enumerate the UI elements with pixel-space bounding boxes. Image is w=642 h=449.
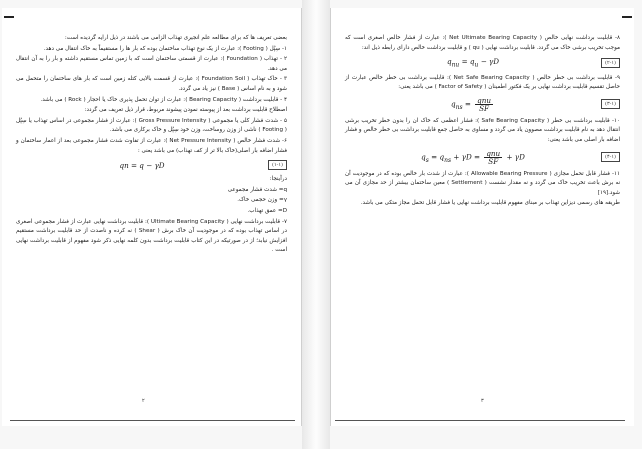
formula-net-safe: $q_{ns}$ = $\frac{\text{qnu}}{SF}$ bbox=[451, 95, 492, 113]
intro-text: بعضی تعریف ها که برای مطالعه علم انجیری تهذاب الزامی می باشند در ذیل ارایه گردیده است: bbox=[64, 35, 287, 41]
definition-ultimate-bearing: ۷- قابلیت برداشت نهایی ( Ultimate Bearing Capacity ): قابلیت برداشت نهایی عبارت از فشار مجموعی اصغری در اساس تهذاب بوده که در موجودیت آن خاک برش ( Shear ) نه کرده و ناصدت از حد قابلیت برداشت مستقیم افزایش نیابد؛ از در صورتیکه در این کتاب قابلیت برداشت بدون کلمه نهایی ذکر شود مفهوم از قابلیت برداشت نهایی است . bbox=[16, 218, 287, 254]
equation-number-4: (۴-۱) bbox=[601, 152, 620, 162]
page-number-right: ۳ bbox=[481, 398, 484, 404]
where-label: درآینجا: bbox=[269, 176, 287, 183]
formula-net-pressure: qn = q − γD bbox=[119, 160, 165, 170]
f4-mid-sub: ns bbox=[444, 156, 452, 164]
f3-lhs: q bbox=[451, 99, 456, 109]
formula-row-3 bbox=[345, 97, 620, 112]
corner-mark-right bbox=[622, 16, 632, 18]
f2-rhs-sub: u bbox=[474, 61, 479, 69]
left-page bbox=[2, 8, 302, 426]
f2-tail: − γD bbox=[480, 57, 500, 67]
f2-lhs-sub: nu bbox=[451, 61, 460, 69]
bottom-rule-left bbox=[10, 420, 295, 421]
f2-rhs: = q bbox=[461, 57, 475, 67]
f3-numerator: qnu bbox=[477, 95, 492, 105]
f4-fraction bbox=[484, 150, 502, 165]
definition-net-safe: ۹- قابلیت برداشت بی خطر خالص ( Net Safe Bearing Capacity ): قابلیت برداشت بی خطر خالص عبارت از حاصل تقسیم قابلیت برداشت نهایی بر یک فکتور اطمینان ( Factor of Safety ) می باشد یعنی: bbox=[345, 74, 621, 91]
f4-denominator: SF bbox=[488, 156, 499, 166]
f2-lhs: q bbox=[446, 57, 452, 67]
definition-allowable-pressure: ۱۱- فشار قابل تحمل مجازی ( Allowable Bearing Pressure ): عبارت از شدت بار خالص بوده که در موجودیت آن نه برش باعث تخریب خاک می گردد و نه مقدار نشست ( Settlement ) معین ساختمان بیشتر از حد مجازی آن می شود.[۱۹] bbox=[345, 170, 621, 196]
formula-safe-bearing bbox=[345, 150, 601, 165]
equation-number-1: (۱-۱) bbox=[268, 160, 287, 170]
f4-numerator: qnu bbox=[486, 148, 501, 158]
where-depth: D= عمق تهذاب. bbox=[247, 207, 287, 214]
definition-foundation: ۲ - تهذاب ( Foundation ): عبارت از قسمتی ساختمان است که با زمین تماس مستقیم داشته و بار را به آن انتقال می دهد. bbox=[16, 56, 287, 72]
formula-row-4 bbox=[345, 150, 620, 165]
f3-fraction bbox=[475, 97, 493, 112]
formula-net-ultimate bbox=[345, 57, 601, 68]
definition-net-ultimate: ۸- قابلیت برداشت نهایی خالص ( Net Ultimate Bearing Capacity ): عبارت از فشار خالص اصغری است که موجب تخریب برشی خاک می گردد. قابلیت برداشت نهایی ( qu ) و قابلیت برداشت خالص دارای رابطه ذیل اند: bbox=[345, 35, 620, 51]
formula-row-2 bbox=[345, 57, 620, 68]
definition-prefix-note: اصطلاح قابلیت برداشت بعد از پیوسته نمودن پیشوند مربوط، قرار ذیل تعریف می گردد: bbox=[84, 107, 287, 114]
where-gamma: γ= وزن حجمی خاک. bbox=[237, 197, 287, 204]
corner-mark-left bbox=[4, 16, 14, 18]
f4-mid: = q bbox=[431, 152, 445, 162]
f3-denominator: SF bbox=[479, 103, 490, 113]
definition-gross-pressure: ۵ - شدت فشار کلی یا مجموعی ( Gross Pressure Intensity ): عبارت از فشار مجموعی در اساس تهذاب یا سِپُل ( Footing ) ناشی از وزن روساخت، وزن خود سِپُل و خاک برکاری می باشد. bbox=[16, 117, 287, 134]
f3-lhs-sub: ns bbox=[455, 103, 463, 111]
f4-lhs: q bbox=[421, 152, 426, 162]
f4-tail: + γD bbox=[506, 152, 525, 162]
f4-plus: + γD = bbox=[453, 152, 481, 162]
formula-row-1 bbox=[16, 160, 287, 170]
definition-net-pressure: ۶- شدت فشار خالص ( Net Pressure Intensity ): عبارت از تفاوت شدت فشار مجموعی بعد از اعمار ساختمان و فشار اضافه بار اصلی(خاک بالا تر از کف تهذاب) می باشد یعنی : bbox=[16, 137, 287, 154]
bottom-rule-right bbox=[335, 420, 625, 421]
equation-number-3: (۳-۱) bbox=[601, 99, 620, 109]
definition-foundation-soil: ۳ - خاک تهذاب ( Foundation Soil ): عبارت از قسمت بالایی کتله زمین است که بار های ساختمان را متحمل می شود و به نام اساس ( Base ) نیز یاد می گردد. bbox=[16, 76, 287, 92]
definition-footing: ۱- سِپُل ( Footing ): عبارت از یک نوع تهذاب ساختمان بوده که بار ها را مستقیماً به خاک انتقال می دهد. bbox=[43, 45, 287, 52]
right-page bbox=[330, 8, 634, 426]
book-gutter bbox=[302, 0, 330, 449]
design-method-note: طریقه های رسمی دیزاین تهذاب بر مبنای مفهوم قابلیت برداشت نهایی یا فشار قابل تحمل مجاز متکی می باشد. bbox=[360, 200, 620, 207]
definition-safe-bearing: ۱۰- قابلیت برداشت بی خطر ( Safe Bearing Capacity ): فشار اعظمی که خاک ان را بدون خطر تخریب برشی انتقال دهد به نام قابلیت برداشت مصوون یاد می گردد و مساوی به حاصل جمع قابلیت برداشت بی خطر خالص و فشار اضافه بار اصلی می باشد یعنی: bbox=[345, 117, 620, 143]
f4-lhs-sub: s bbox=[425, 156, 429, 164]
where-q: q= شدت فشار مجموعی bbox=[227, 186, 287, 193]
definition-bearing-capacity: ۴ - قابلیت برداشت ( Bearing Capacity ): عبارت از توان تحمل پذیری خاک یا احجار ( Rock ) می باشد. bbox=[40, 96, 287, 103]
equation-number-2: (۲-۱) bbox=[601, 58, 620, 68]
page-number-left: ۲ bbox=[142, 398, 145, 404]
